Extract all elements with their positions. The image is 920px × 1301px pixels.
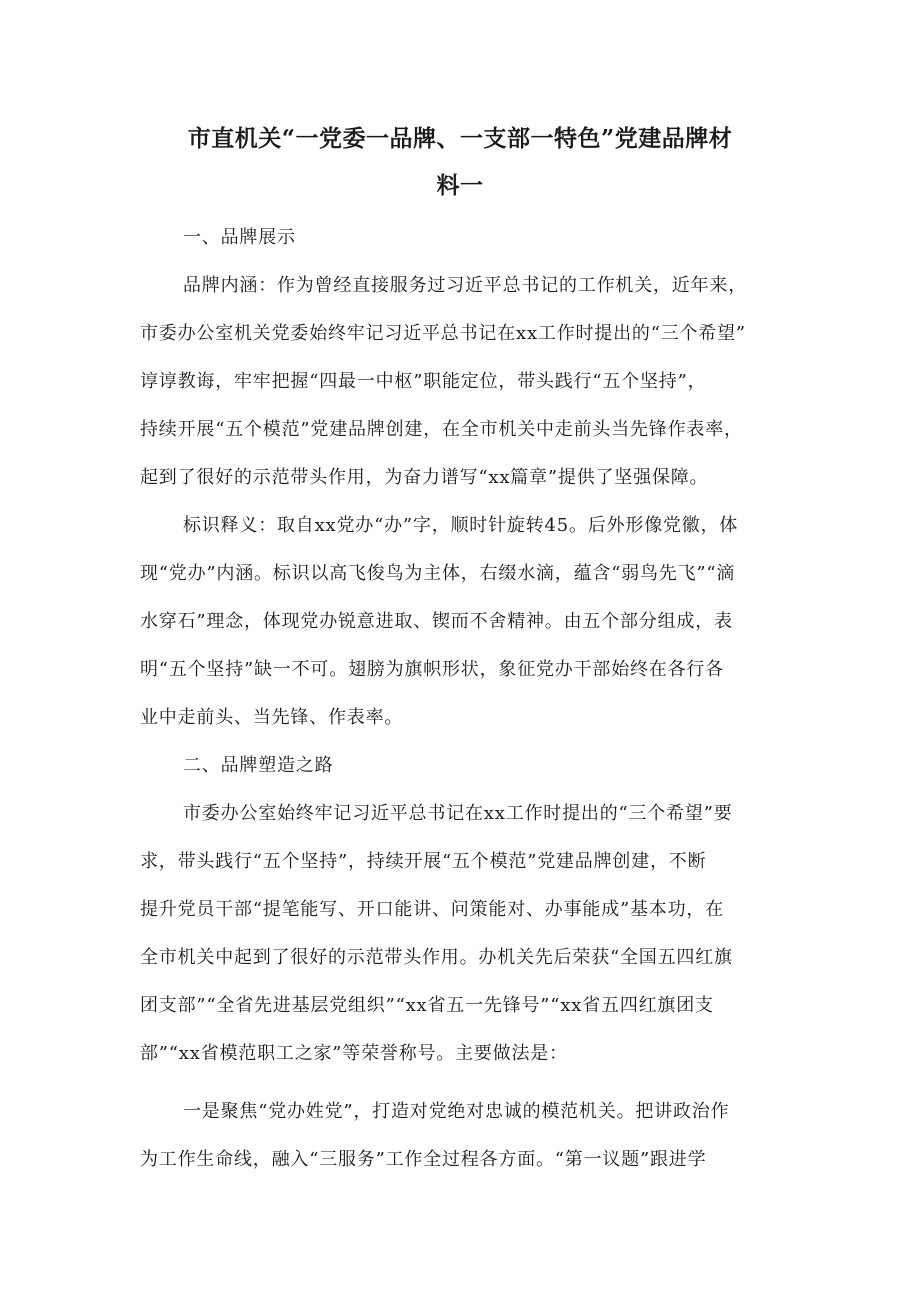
paragraph-line: 为工作生命线，融入“三服务”工作全过程各方面。“第一议题”跟进学 (140, 1149, 707, 1170)
paragraph-line: 谆谆教诲，牢牢把握“四最一中枢”职能定位，带头践行“五个坚持”， (140, 371, 707, 392)
section-heading-brand-display: 一、品牌展示 (183, 227, 296, 248)
paragraph-line: 市委办公室始终牢记习近平总书记在xx工作时提出的“三个希望”要 (183, 803, 733, 824)
paragraph-line: 部”“xx省模范职工之家”等荣誉称号。主要做法是： (140, 1043, 568, 1064)
paragraph-line: 起到了很好的示范带头作用，为奋力谱写“xx篇章”提供了坚强保障。 (140, 467, 709, 488)
paragraph-line: 持续开展“五个模范”党建品牌创建，在全市机关中走前头当先锋作表率， (140, 419, 743, 440)
paragraph-line: 明“五个坚持”缺一不可。翅膀为旗帜形状，象征党办干部始终在各行各 (140, 659, 725, 680)
paragraph-line: 团支部”“全省先进基层党组织”“xx省五一先锋号”“xx省五四红旗团支 (140, 995, 714, 1016)
paragraph-line: 市委办公室机关党委始终牢记习近平总书记在xx工作时提出的“三个希望” (140, 323, 746, 344)
paragraph-line: 一是聚焦“党办姓党”，打造对党绝对忠诚的模范机关。把讲政治作 (183, 1101, 730, 1122)
document-title-line-1: 市直机关“一党委一品牌、一支部一特色”党建品牌材 (187, 125, 733, 152)
paragraph-line: 标识释义：取自xx党办“办”字，顺时针旋转45。后外形像党徽，体 (183, 515, 739, 536)
paragraph-line: 水穿石”理念，体现党办锐意进取、锲而不舍精神。由五个部分组成，表 (140, 611, 733, 632)
section-heading-brand-building: 二、品牌塑造之路 (183, 755, 334, 776)
paragraph-line: 业中走前头、当先锋、作表率。 (140, 707, 404, 728)
paragraph-line: 全市机关中起到了很好的示范带头作用。办机关先后荣获“全国五四红旗 (140, 947, 733, 968)
paragraph-line: 现“党办”内涵。标识以高飞俊鸟为主体，右缀水滴，蕴含“弱鸟先飞”“滴 (140, 563, 736, 584)
document-title-line-2: 料一 (436, 172, 484, 199)
paragraph-line: 求，带头践行“五个坚持”，持续开展“五个模范”党建品牌创建，不断 (140, 851, 707, 872)
paragraph-line: 品牌内涵：作为曾经直接服务过习近平总书记的工作机关，近年来， (183, 275, 747, 296)
paragraph-line: 提升党员干部“提笔能写、开口能讲、问策能对、办事能成”基本功，在 (140, 899, 725, 920)
